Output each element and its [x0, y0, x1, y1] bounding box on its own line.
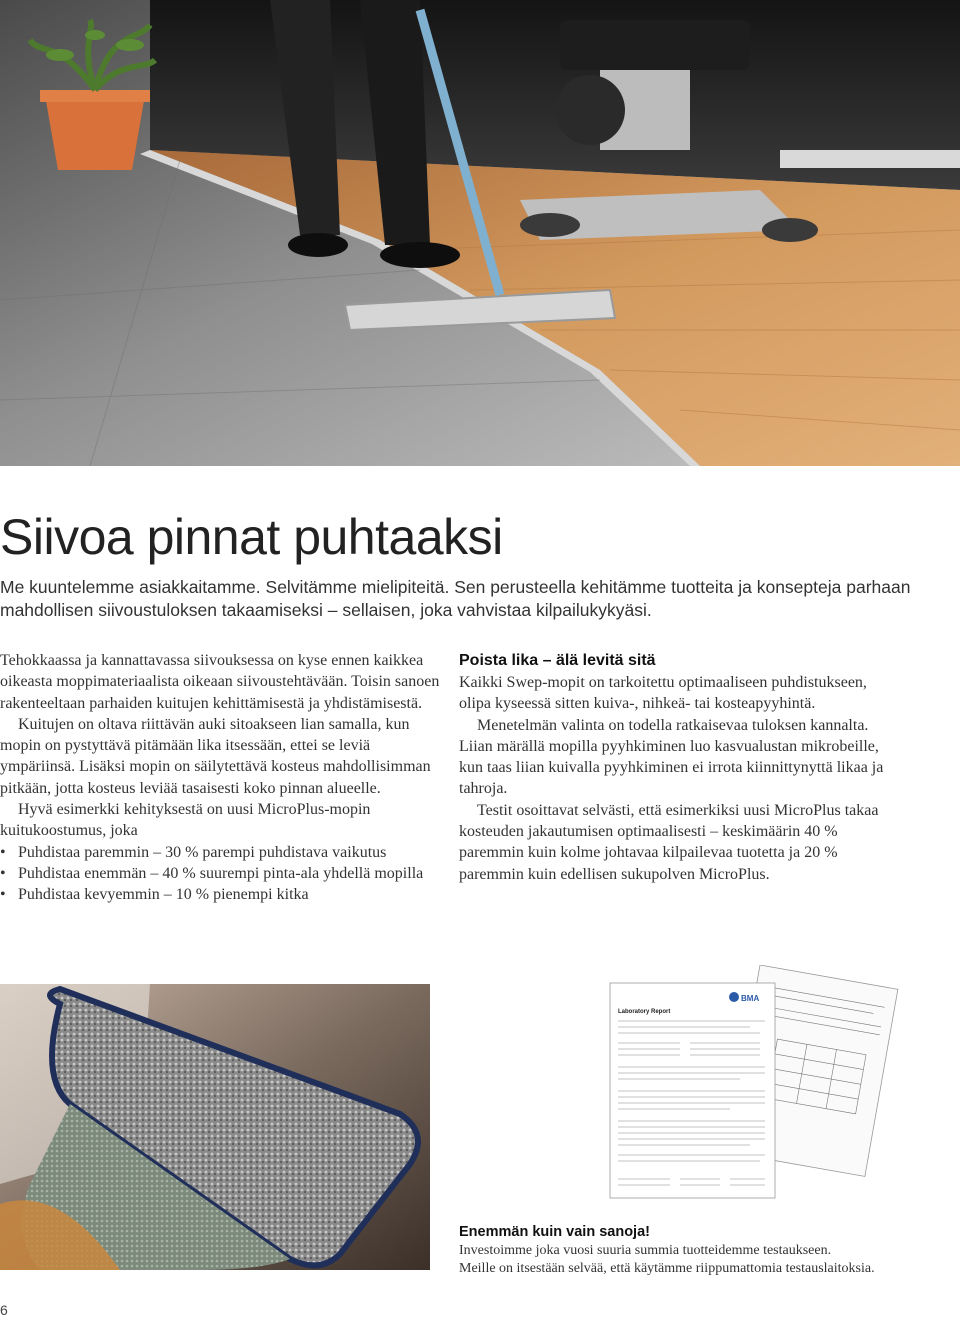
benefit-list: [0, 842, 440, 906]
right-column: [459, 650, 899, 885]
left-paragraph-1: Tehokkaassa ja kannattavassa siivouksessa on kyse ennen kaikkea oikeasta moppimateriaalista oikeaan siivoustehtävään. Toisin sanoen rakenteeltaan parhaiden kuitujen kehittämisestä ja yhdistämisestä.: [0, 652, 440, 712]
report-logo-text: BMA: [741, 994, 760, 1003]
list-item: • Puhdistaa enemmän – 40 % suurempi pinta-ala yhdellä mopilla: [0, 863, 440, 884]
left-paragraph-3: Hyvä esimerkki kehityksestä on uusi MicroPlus-mopin kuitukoostumus, joka: [0, 801, 371, 840]
bma-logo-icon: [729, 992, 739, 1002]
report-illustration: [600, 965, 900, 1205]
bench: [780, 150, 960, 168]
left-paragraph-2: Kuitujen on oltava riittävän auki sitoakseen lian samalla, kun mopin on pystyttävä pitämään lika itsessään, ettei se leviä ympäriinsä. Lisäksi mopin on säilytettävä kosteus mahdollisimman pitkään, jotta kosteus leviää tasaisesti koko pinnan alueelle.: [0, 715, 431, 797]
right-paragraph-1: Kaikki Swep-mopit on tarkoitettu optimaaliseen puhdistukseen, olipa kyseessä sitten kuiva-, nihkeä- tai kosteapyyhintä.: [459, 674, 867, 713]
lead-paragraph: Me kuuntelemme asiakkaitamme. Selvitämme mielipiteitä. Sen perusteella kehitämme tuotteita ja konsepteja parhaan mahdollisen siivoustuloksen takaamiseksi – sellaisen, joka vahvistaa kilpailukykyäsi.: [0, 577, 911, 620]
page-number: 6: [0, 1302, 8, 1318]
report-front-sheet: [610, 983, 775, 1198]
right-paragraph-2: Menetelmän valinta on todella ratkaisevaa tuloksen kannalta. Liian märällä mopilla pyyhkiminen luo kasvualustan mikrobeille, kun taas liian kuivalla pyyhkiminen ei irrota kiinnittynyttä likaa ja tahroja.: [459, 716, 884, 798]
caption-heading: Enemmän kuin vain sanoja!: [459, 1224, 650, 1240]
right-paragraph-3: Testit osoittavat selvästi, että esimerkiksi uusi MicroPlus takaa kosteuden jakautumisen optimaalisesti – keskimäärin 40 % paremmin kuin kolme johtavaa kilpailevaa tuotetta ja 20 % paremmin kuin edellisen sukupolven MicroPlus.: [459, 801, 879, 883]
left-column: [0, 650, 440, 906]
mop-closeup-photo: [0, 984, 430, 1270]
hero-photo-mopping-gym-floor: [0, 0, 960, 466]
mop-closeup-illustration: [0, 984, 430, 1270]
report-heading: Laboratory Report: [618, 1009, 671, 1015]
section-heading: Poista lika – älä levitä sitä: [459, 652, 656, 669]
list-item: • Puhdistaa kevyemmin – 10 % pienempi kitka: [0, 884, 440, 905]
lab-report-documents: [600, 965, 900, 1205]
caption-line-1: Investoimme joka vuosi suuria summia tuotteidemme testaukseen.: [459, 1243, 832, 1258]
hero-illustration: [0, 0, 960, 466]
list-item: • Puhdistaa paremmin – 30 % parempi puhdistava vaikutus: [0, 842, 440, 863]
page-title: Siivoa pinnat puhtaaksi: [0, 509, 503, 565]
report-caption: [459, 1223, 929, 1278]
caption-line-2: Meille on itsestään selvää, että käytämme riippumattomia testauslaitoksia.: [459, 1261, 875, 1276]
